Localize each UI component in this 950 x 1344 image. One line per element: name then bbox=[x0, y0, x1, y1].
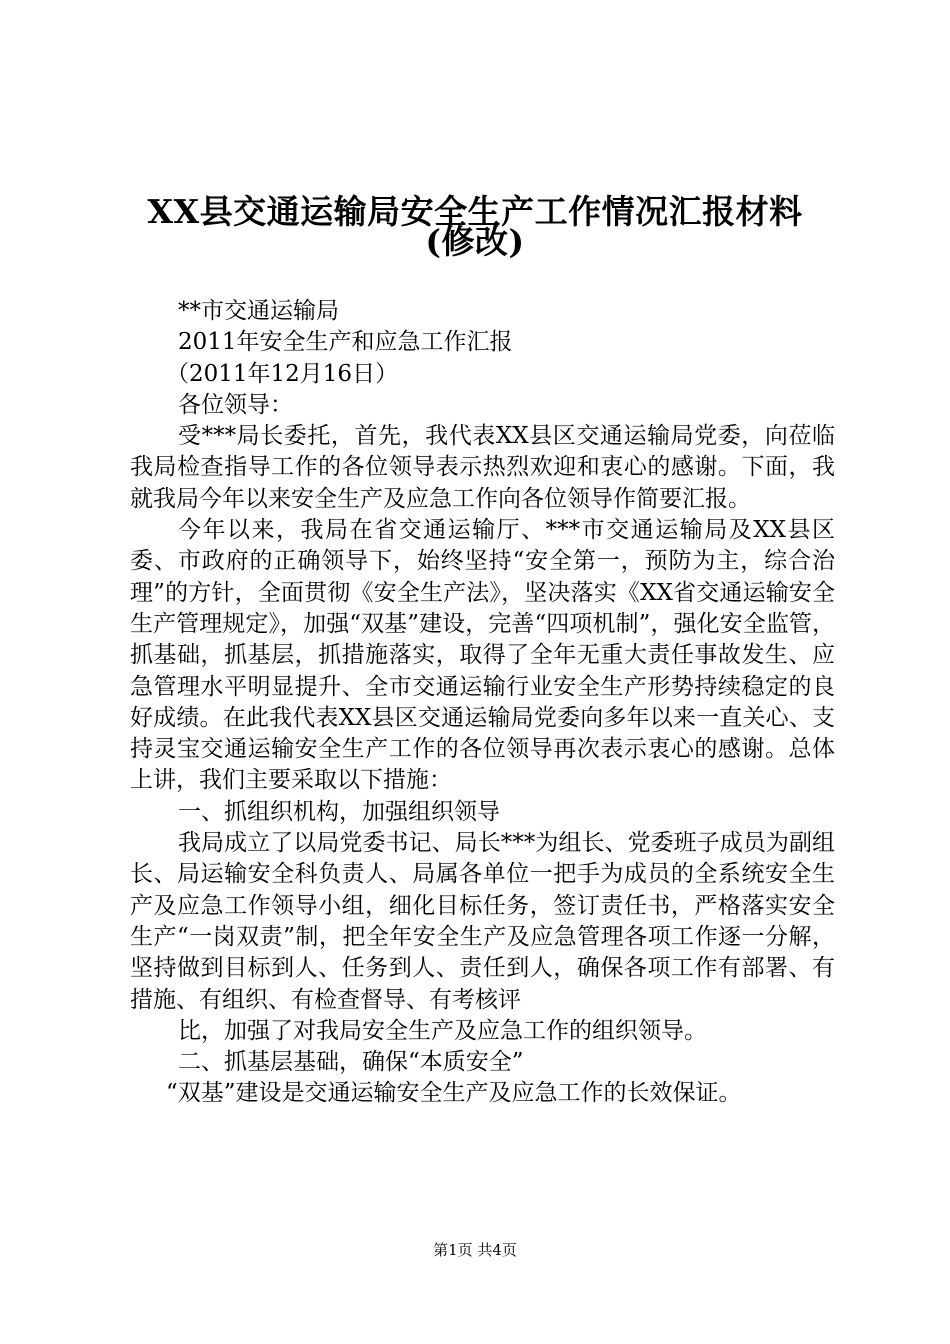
body-paragraph: 我局成立了以局党委书记、局长***为组长、党委班子成员为副组长、局运输安全科负责人、局属各单位一把手为成员的全系统安全生产及应急工作领导小组，细化目标任务，签订责任书，严格落实安全生产“一岗双责”制，把全年安全生产及应急管理各项工作逐一分解，坚持做到目标到人、任务到人、责任到人，确保各项工作有部署、有措施、有组织、有检查督导、有考核评 bbox=[130, 830, 835, 1013]
section-heading: 二、抓基层基础，确保“本质安全” bbox=[178, 1049, 524, 1076]
salutation-line: 各位领导： bbox=[178, 391, 293, 418]
section-heading: 一、抓组织机构，加强组织领导 bbox=[178, 798, 500, 825]
body-paragraph: 受***局长委托，首先，我代表XX县区交通运输局党委，向莅临我局检查指导工作的各位领导表示热烈欢迎和衷心的感谢。下面，我就我局今年以来安全生产及应急工作向各位领导作简要汇报。 bbox=[130, 423, 835, 512]
document-title-line2: (修改) bbox=[425, 222, 525, 261]
body-paragraph: 比，加强了对我局安全生产及应急工作的组织领导。 bbox=[178, 1017, 707, 1044]
report-title-line: 2011年安全生产和应急工作汇报 bbox=[178, 329, 513, 356]
document-title-line1: XX县交通运输局安全生产工作情况汇报材料 bbox=[147, 192, 803, 231]
body-paragraph: 今年以来，我局在省交通运输厅、***市交通运输局及XX县区委、市政府的正确领导下，始终坚持“安全第一，预防为主，综合治理”的方针，全面贯彻《安全生产法》，坚决落实《XX省交通运输安全生产管理规定》，加强“双基”建设，完善“四项机制”，强化安全监管，抓基础，抓基层，抓措施落实，取得了全年无重大责任事故发生、应急管理水平明显提升、全市交通运输行业安全生产形势持续稳定的良好成绩。在此我代表XX县区交通运输局党委向多年以来一直关心、支持灵宝交通运输安全生产工作的各位领导再次表示衷心的感谢。总体上讲，我们主要采取以下措施： bbox=[130, 517, 835, 794]
body-paragraph: “双基”建设是交通运输安全生产及应急工作的长效保证。 bbox=[166, 1080, 742, 1107]
recipient-line: **市交通运输局 bbox=[178, 298, 339, 324]
report-date-line: （2011年12月16日） bbox=[166, 360, 399, 387]
page-footer: 第1页 共4页 bbox=[433, 1241, 517, 1259]
document-body bbox=[130, 296, 835, 1110]
